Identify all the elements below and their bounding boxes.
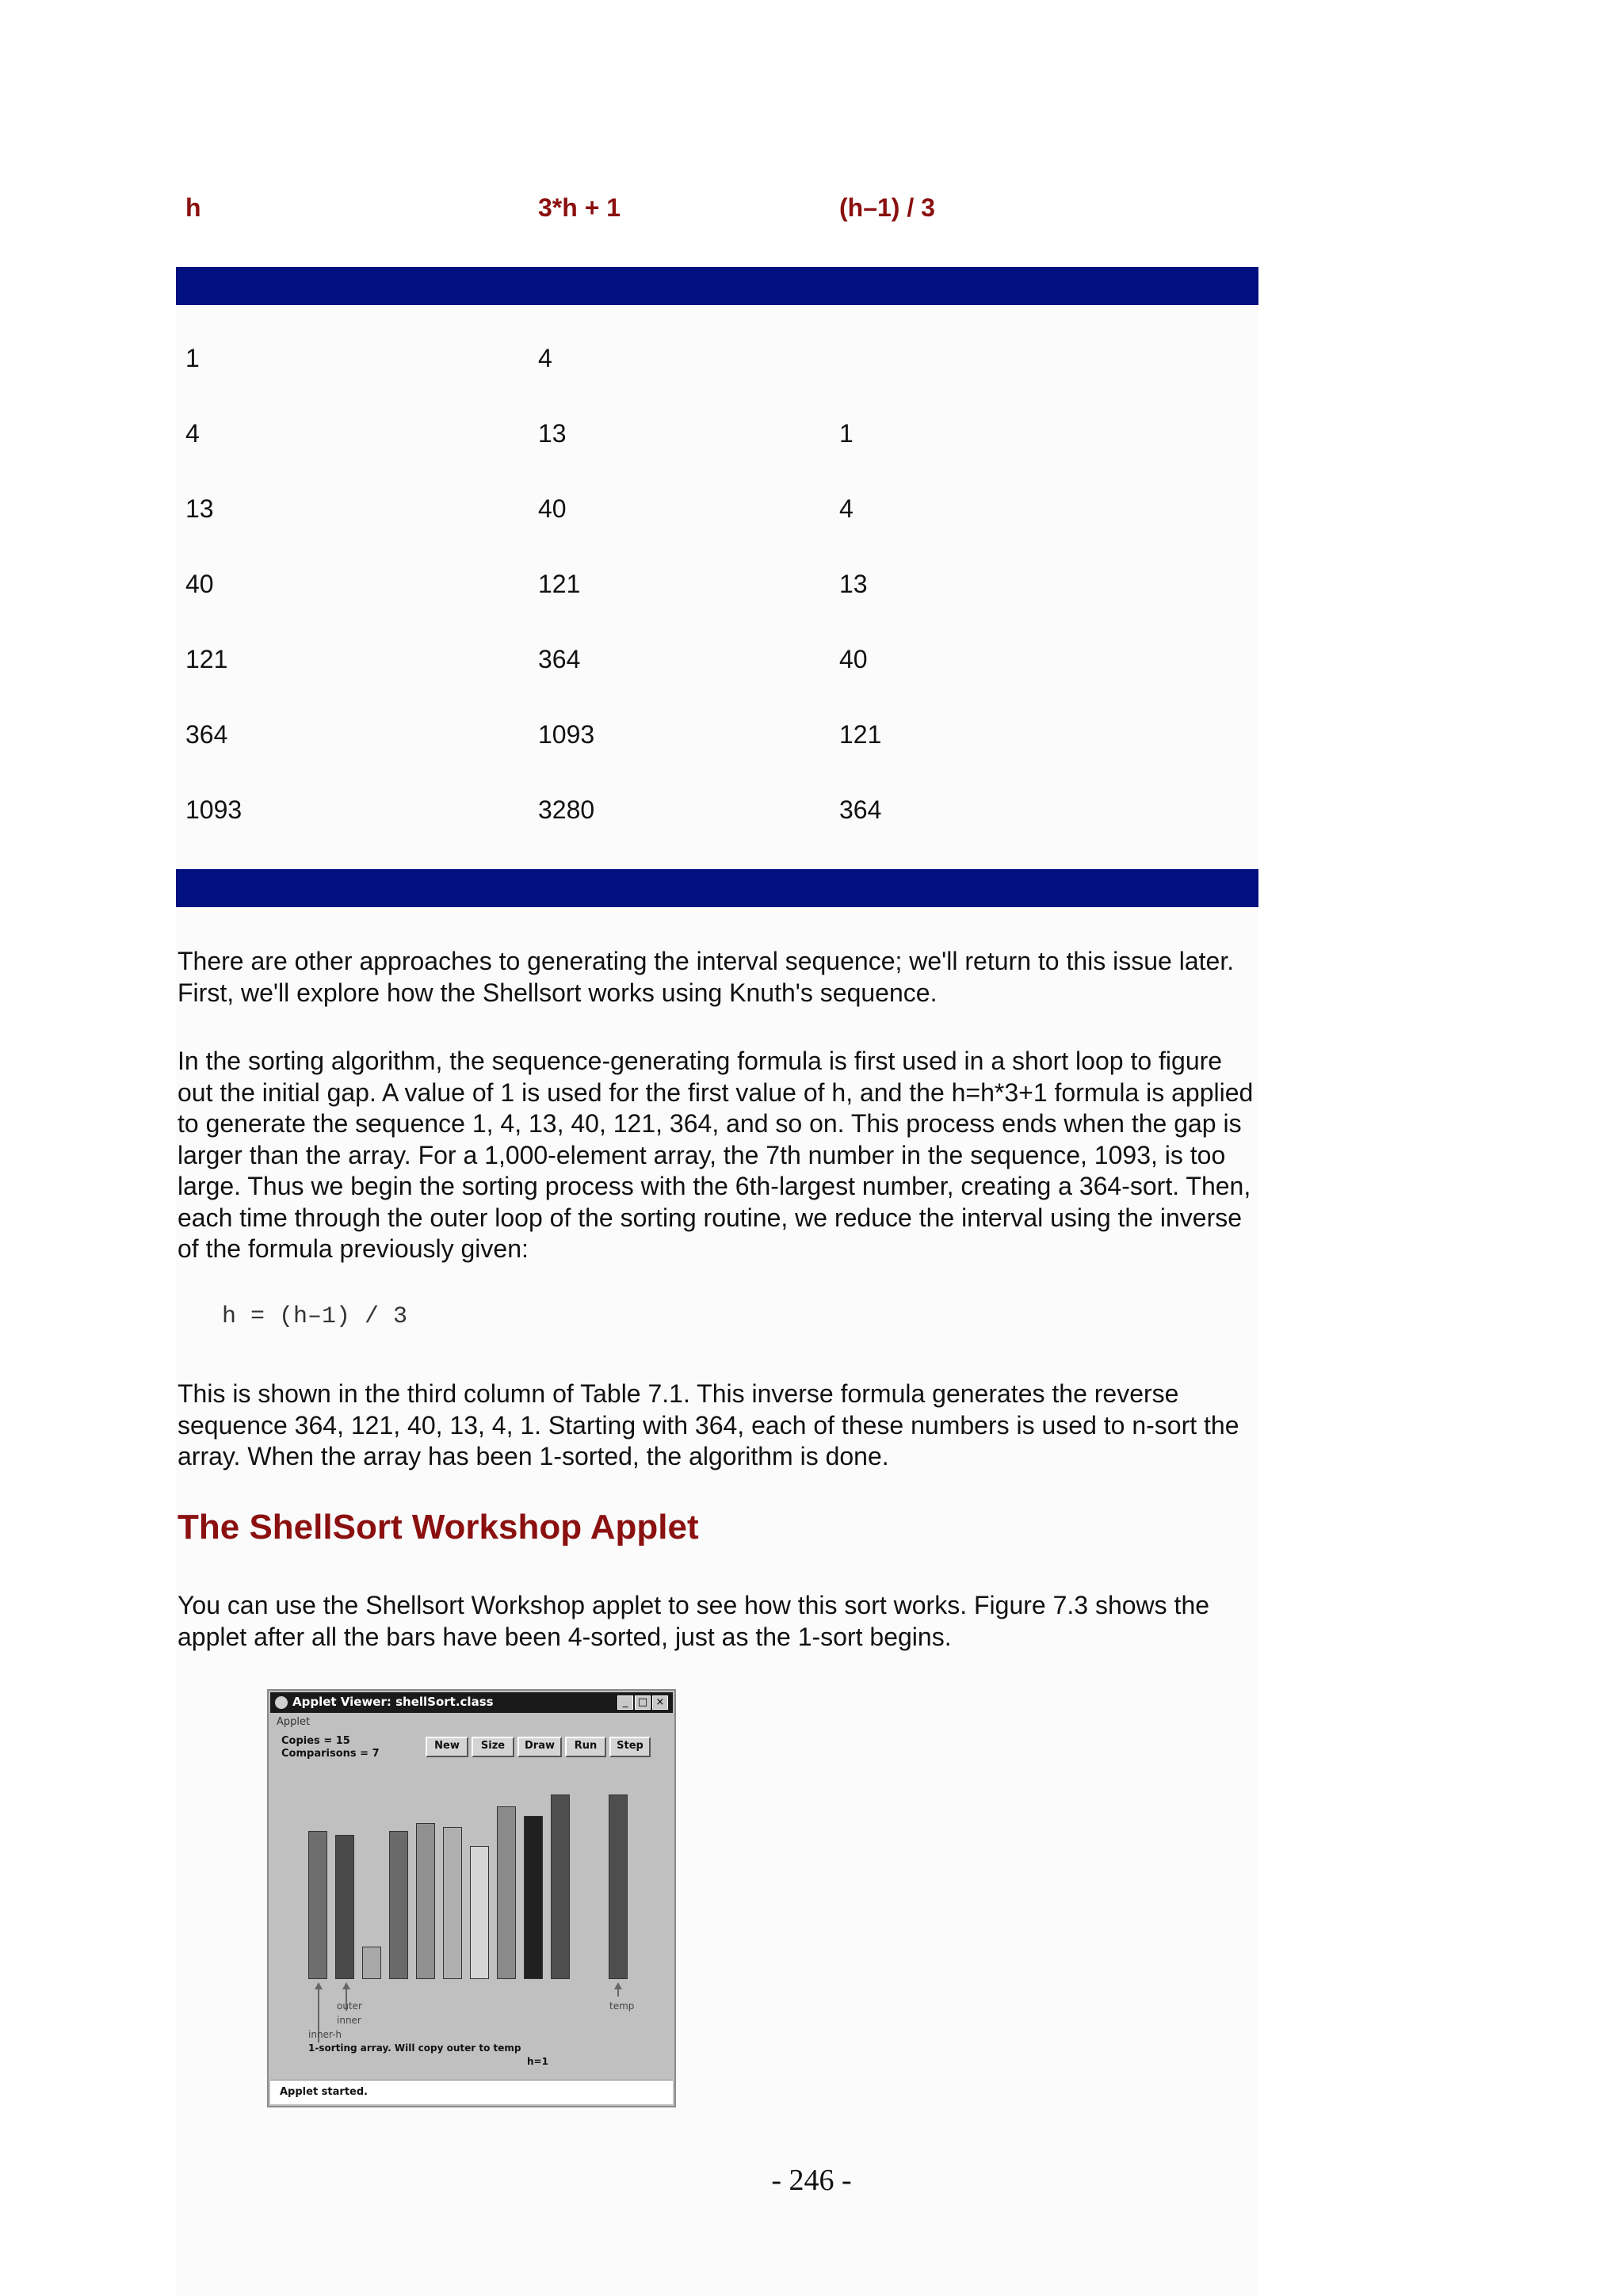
temp-label: temp: [609, 2000, 635, 2012]
table-cell: 1093: [538, 720, 595, 749]
table-cell: 121: [185, 645, 228, 673]
table-bottom-band: [176, 869, 1258, 907]
temp-bar: [609, 1794, 628, 1979]
coffee-cup-icon: [275, 1696, 288, 1709]
sort-bar: [443, 1827, 462, 1979]
table-header-h: h: [185, 193, 201, 222]
table-cell: 364: [839, 795, 882, 824]
table-header-h-minus-1-over-3: (h–1) / 3: [839, 193, 935, 222]
applet-window: [267, 1689, 676, 2107]
status-text: Applet started.: [280, 2086, 369, 2098]
sort-bar: [389, 1831, 408, 1979]
outer-arrowhead-icon: [315, 1982, 323, 1989]
table-cell: 13: [538, 419, 567, 448]
page-number: - 246 -: [771, 2164, 852, 2197]
size-button[interactable]: Size: [472, 1737, 514, 1757]
table-cell: 364: [185, 720, 228, 749]
copies-counter: Copies = 15: [281, 1735, 350, 1747]
sort-bar: [497, 1806, 516, 1979]
comparisons-counter: Comparisons = 7: [281, 1748, 380, 1760]
table-cell: 4: [185, 419, 200, 448]
outer-label: outer: [337, 2000, 362, 2012]
table-cell: 4: [839, 494, 854, 523]
code-inverse-formula: h = (h–1) / 3: [222, 1303, 408, 1330]
sort-bar: [470, 1846, 489, 1979]
table-cell: 364: [538, 645, 581, 673]
table-cell: 40: [185, 570, 214, 598]
paragraph-sorting-algorithm: In the sorting algorithm, the sequence-generating formula is first used in a short loop to figure out the initial gap. A value of 1 is used for the first value of h, and the h=h*3+1 formula is applied to generate the sequence 1, 4, 13, 40, 121, 364, and so on. This process ends when the gap is larger than the array. For a 1,000-element array, the 7th number in the sequence, 1093, is too large. Thus we begin the sorting process with the 6th-largest number, creating a 364-sort. Then, each time through the outer loop of the sorting routine, we reduce the interval using the inverse of the formula previously given:: [178, 1047, 1254, 1263]
paragraph-interval-approaches: There are other approaches to generating the interval sequence; we'll return to this issue later. First, we'll explore how the Shellsort works using Knuth's sequence.: [178, 947, 1235, 1007]
paragraph-third-column: This is shown in the third column of Table 7.1. This inverse formula generates the reverse sequence 364, 121, 40, 13, 4, 1. Starting with 364, each of these numbers is used to n-sort the array. When the array has been 1-sorted, the algorithm is done.: [178, 1379, 1239, 1470]
applet-menu[interactable]: Applet: [277, 1716, 311, 1728]
minimize-button[interactable]: _: [617, 1695, 633, 1710]
sort-bar: [551, 1794, 570, 1979]
sort-bar: [416, 1823, 435, 1979]
new-button[interactable]: New: [426, 1737, 468, 1757]
h-value: h=1: [527, 2056, 548, 2067]
inner-h-label: inner-h: [308, 2029, 342, 2040]
table-cell: 121: [538, 570, 581, 598]
close-button[interactable]: ×: [652, 1695, 668, 1710]
applet-title: Applet Viewer: shellSort.class: [292, 1695, 494, 1709]
applet-message: 1-sorting array. Will copy outer to temp: [308, 2042, 521, 2054]
temp-arrowhead-icon: [614, 1982, 622, 1989]
paragraph-workshop-applet: You can use the Shellsort Workshop applet to see how this sort works. Figure 7.3 shows the applet after all the bars have been 4-sorted, just as the 1-sort begins.: [178, 1591, 1210, 1651]
sort-bar: [335, 1835, 354, 1979]
table-cell: 13: [185, 494, 214, 523]
table-cell: 40: [538, 494, 567, 523]
inner-label: inner: [337, 2015, 361, 2026]
table-cell: 13: [839, 570, 868, 598]
sort-bar: [524, 1816, 543, 1979]
table-cell: 4: [538, 344, 552, 372]
table-cell: 3280: [538, 795, 595, 824]
table-top-band: [176, 267, 1258, 305]
inner-arrowhead-icon: [342, 1982, 350, 1989]
applet-status-bar: [270, 2080, 673, 2104]
sort-bar: [362, 1947, 381, 1979]
step-button[interactable]: Step: [609, 1737, 651, 1757]
run-button[interactable]: Run: [565, 1737, 606, 1757]
table-cell: 121: [839, 720, 882, 749]
sort-bar: [308, 1831, 327, 1979]
draw-button[interactable]: Draw: [517, 1737, 562, 1757]
table-cell: 40: [839, 645, 868, 673]
section-title: The ShellSort Workshop Applet: [178, 1508, 699, 1547]
table-cell: 1093: [185, 795, 242, 824]
table-cell: 1: [185, 344, 200, 372]
table-header-3h-plus-1: 3*h + 1: [538, 193, 621, 222]
maximize-button[interactable]: □: [635, 1695, 651, 1710]
table-cell: 1: [839, 419, 854, 448]
applet-titlebar: [270, 1692, 673, 1713]
